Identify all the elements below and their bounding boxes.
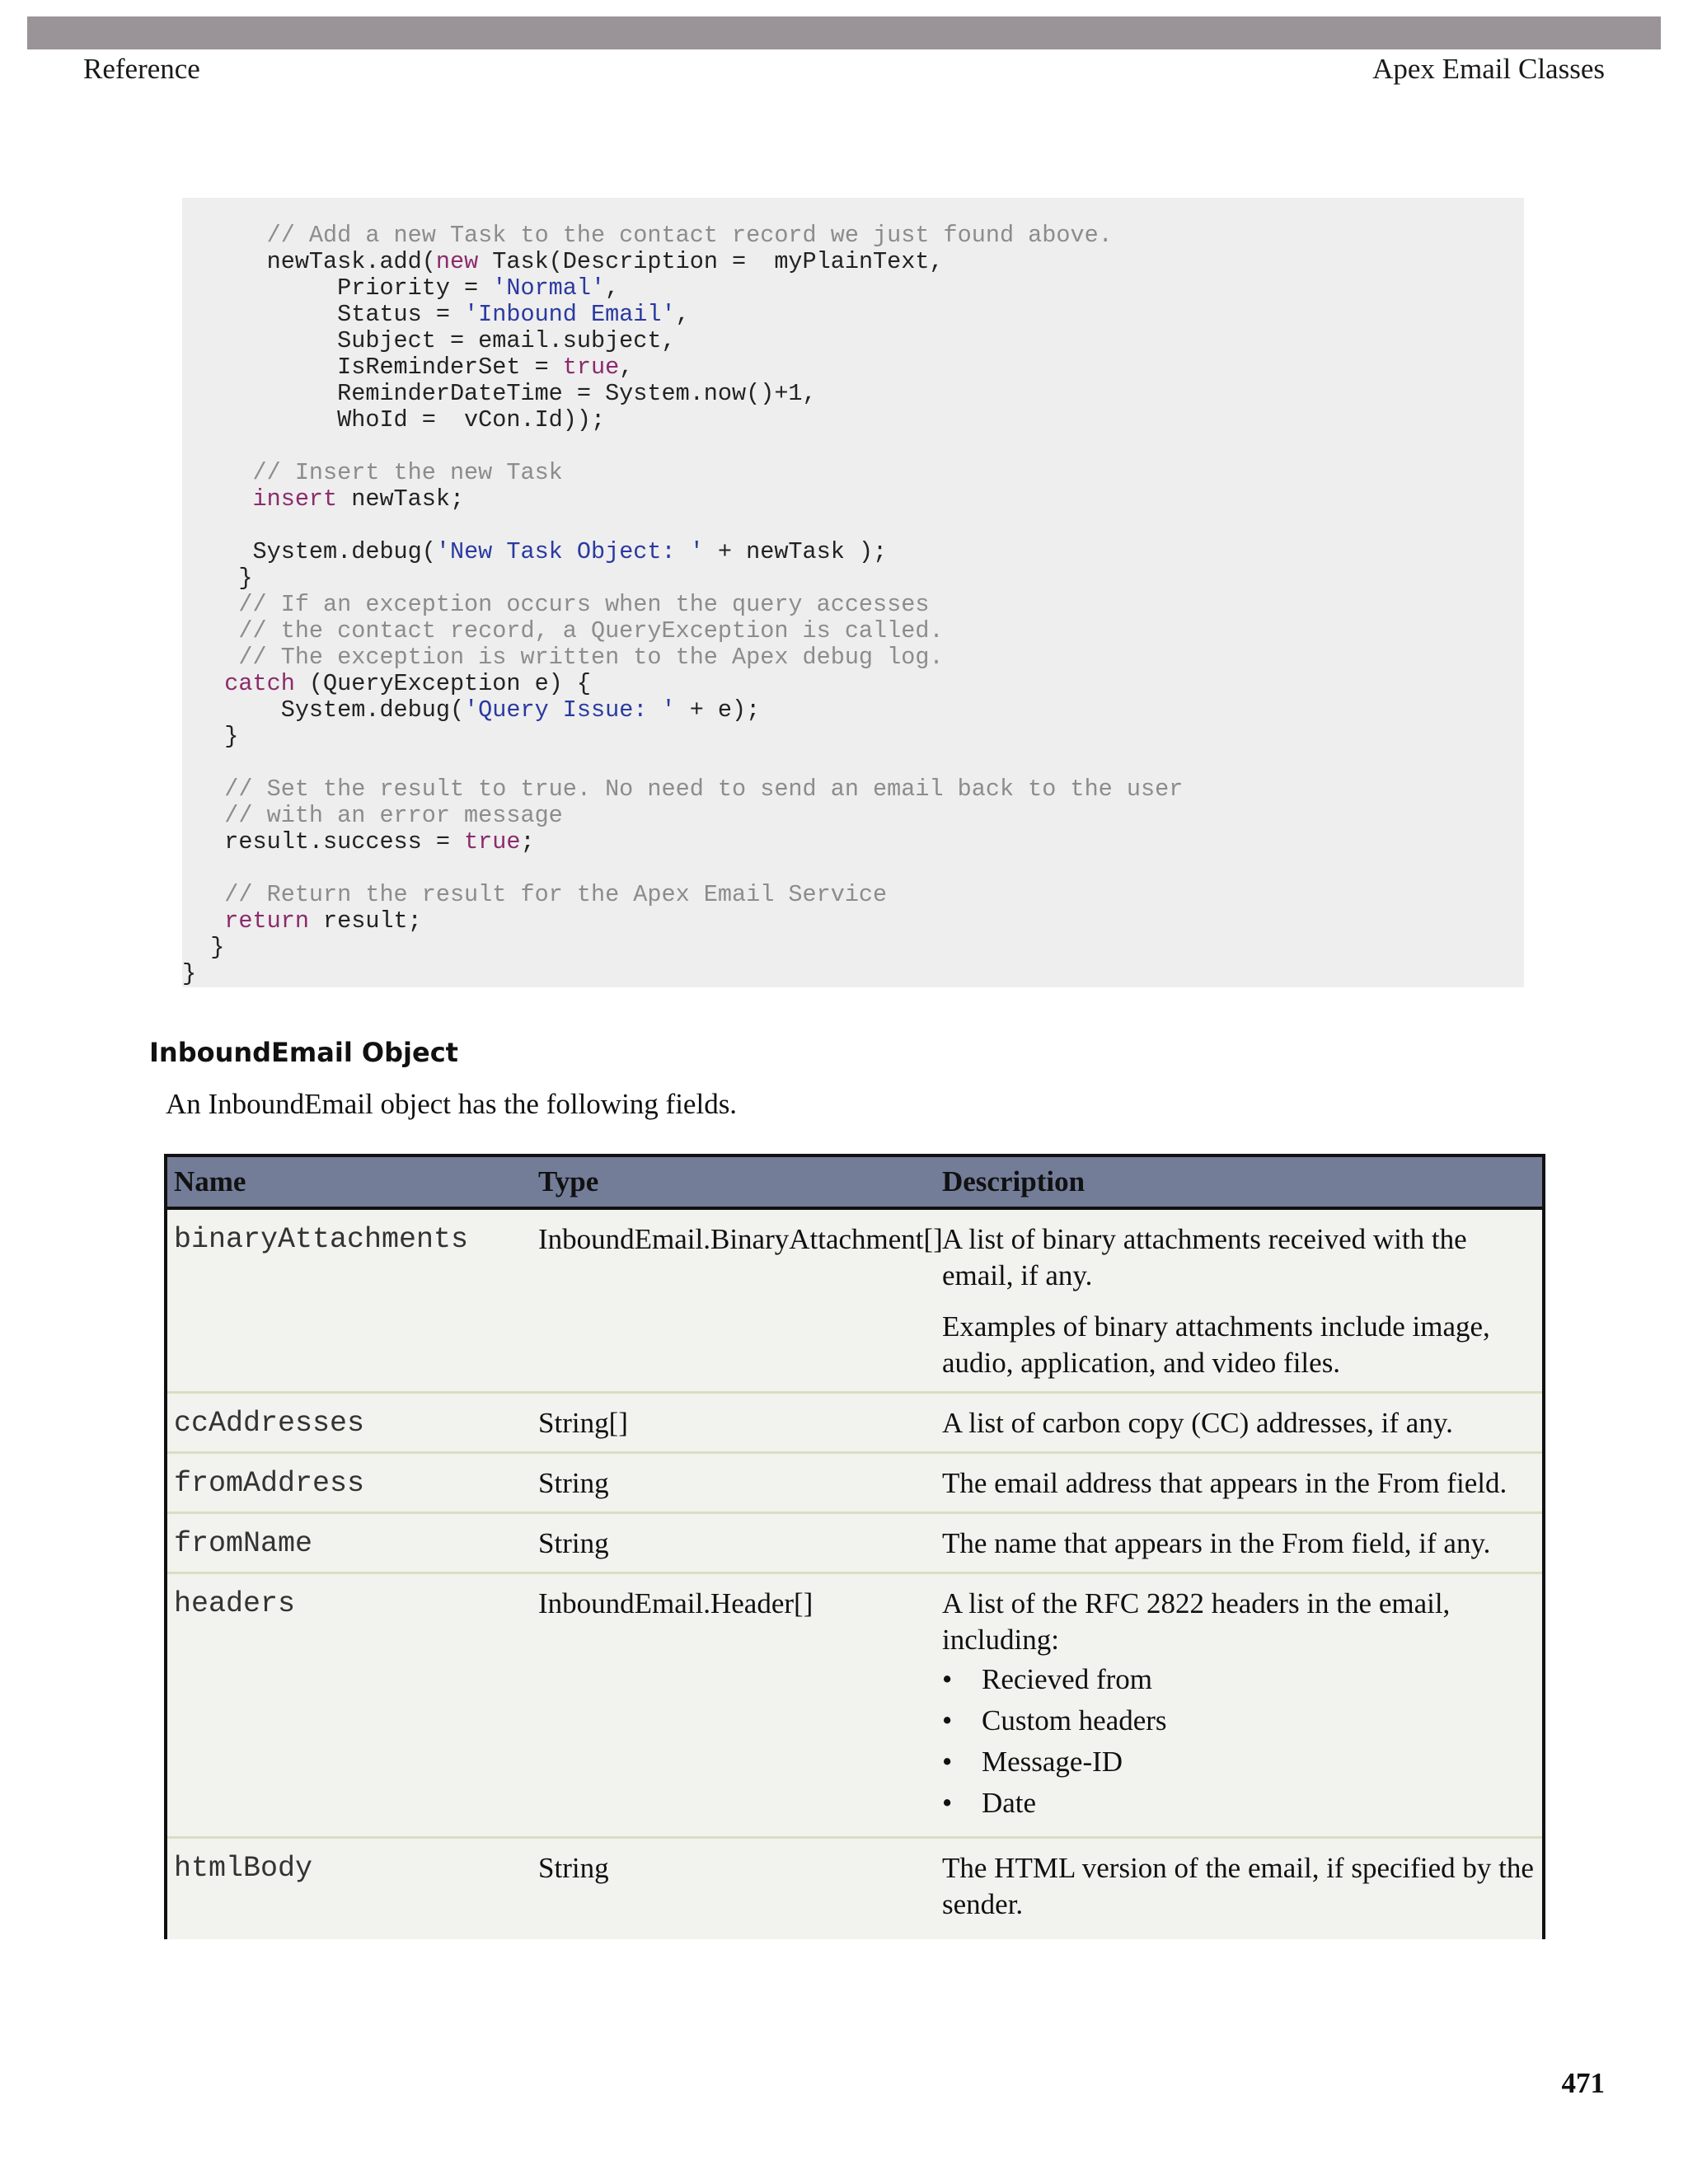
code-token: 'New Task Object: ' bbox=[435, 538, 704, 565]
description-paragraph: A list of the RFC 2822 headers in the email, including: bbox=[942, 1587, 1451, 1656]
code-token: , bbox=[619, 354, 634, 381]
code-token: // Set the result to true. No need to send an email back to the user bbox=[182, 776, 1184, 803]
code-token: Task(Description = myPlainText, bbox=[478, 248, 944, 275]
bullet-item: • Message-ID bbox=[942, 1744, 1536, 1780]
code-token: true bbox=[464, 828, 521, 855]
code-token: // Insert the new Task bbox=[182, 459, 563, 486]
table-row bbox=[166, 1838, 1544, 1940]
code-line bbox=[182, 407, 1524, 434]
code-token: // the contact record, a QueryException is called. bbox=[182, 617, 944, 644]
code-lines bbox=[182, 223, 1524, 987]
field-type: String bbox=[532, 1453, 935, 1513]
code-token: Subject = email.subject, bbox=[182, 327, 676, 354]
top-bar bbox=[27, 16, 1661, 49]
table-row bbox=[166, 1453, 1544, 1513]
code-line bbox=[182, 434, 1524, 460]
code-token: // with an error message bbox=[182, 802, 563, 829]
code-token: } bbox=[182, 565, 253, 592]
code-token: WhoId = vCon.Id)); bbox=[182, 406, 606, 434]
code-token: ; bbox=[520, 828, 535, 855]
page-number: 471 bbox=[1561, 2067, 1605, 2099]
description-paragraph: The email address that appears in the From field. bbox=[942, 1467, 1507, 1499]
code-line bbox=[182, 354, 1524, 381]
field-name: ccAddresses bbox=[166, 1393, 532, 1453]
field-name: binaryAttachments bbox=[166, 1208, 532, 1393]
code-token: return bbox=[182, 907, 309, 935]
code-token: , bbox=[675, 301, 690, 328]
code-line bbox=[182, 275, 1524, 302]
fields-table bbox=[164, 1154, 1545, 1939]
code-line bbox=[182, 671, 1524, 697]
description-paragraph: A list of binary attachments received with the email, if any. bbox=[942, 1223, 1467, 1291]
code-line bbox=[182, 803, 1524, 829]
field-type: String bbox=[532, 1838, 935, 1940]
table-row bbox=[166, 1573, 1544, 1838]
code-token: 'Normal' bbox=[492, 274, 606, 302]
header-bullet-list bbox=[942, 1661, 1536, 1821]
code-token: , bbox=[605, 274, 620, 302]
column-header-name: Name bbox=[166, 1155, 532, 1208]
table-header-row bbox=[166, 1155, 1544, 1208]
code-token: + e); bbox=[675, 696, 761, 724]
code-token: insert bbox=[182, 485, 338, 513]
field-name: fromAddress bbox=[166, 1453, 532, 1513]
code-line bbox=[182, 855, 1524, 882]
code-token: (QueryException e) { bbox=[294, 670, 591, 697]
code-token: + newTask ); bbox=[703, 538, 888, 565]
field-description bbox=[935, 1453, 1544, 1513]
code-line bbox=[182, 381, 1524, 407]
code-token: ReminderDateTime = System.now()+1, bbox=[182, 380, 817, 407]
code-line bbox=[182, 223, 1524, 249]
field-name: fromName bbox=[166, 1513, 532, 1573]
code-line bbox=[182, 486, 1524, 513]
bullet-item: • Date bbox=[942, 1785, 1536, 1821]
code-token: } bbox=[182, 723, 239, 750]
code-line bbox=[182, 644, 1524, 671]
code-line bbox=[182, 961, 1524, 987]
description-paragraph: Examples of binary attachments include image, audio, application, and video files. bbox=[942, 1310, 1490, 1379]
code-line bbox=[182, 697, 1524, 724]
code-token: Priority = bbox=[182, 274, 493, 302]
code-token: // Add a new Task to the contact record we just found above. bbox=[182, 222, 1113, 249]
code-token: } bbox=[182, 934, 225, 961]
field-description bbox=[935, 1393, 1544, 1453]
code-token: newTask.add( bbox=[182, 248, 436, 275]
field-type: String bbox=[532, 1513, 935, 1573]
bullet-item: • Recieved from bbox=[942, 1661, 1536, 1698]
section-title: InboundEmail Object bbox=[149, 1037, 458, 1068]
code-line bbox=[182, 724, 1524, 750]
code-token: IsReminderSet = bbox=[182, 354, 563, 381]
running-header-section: Reference bbox=[83, 53, 200, 85]
section-intro: An InboundEmail object has the following fields. bbox=[166, 1088, 738, 1120]
field-description bbox=[935, 1208, 1544, 1393]
description-paragraph: A list of carbon copy (CC) addresses, if any. bbox=[942, 1407, 1453, 1439]
code-token: } bbox=[182, 960, 197, 987]
code-token: result; bbox=[308, 907, 422, 935]
code-token: Status = bbox=[182, 301, 465, 328]
code-line bbox=[182, 302, 1524, 328]
field-name: headers bbox=[166, 1573, 532, 1838]
code-token: catch bbox=[182, 670, 295, 697]
field-type: String[] bbox=[532, 1393, 935, 1453]
code-line bbox=[182, 565, 1524, 592]
field-description bbox=[935, 1573, 1544, 1838]
code-token: System.debug( bbox=[182, 538, 436, 565]
code-token: true bbox=[562, 354, 620, 381]
code-line bbox=[182, 908, 1524, 935]
code-token: // The exception is written to the Apex debug log. bbox=[182, 644, 944, 671]
code-token: result.success = bbox=[182, 828, 465, 855]
code-token: // Return the result for the Apex Email Service bbox=[182, 881, 888, 908]
column-header-description: Description bbox=[935, 1155, 1544, 1208]
field-type: InboundEmail.Header[] bbox=[532, 1573, 935, 1838]
code-line bbox=[182, 539, 1524, 565]
table-row bbox=[166, 1393, 1544, 1453]
bullet-item: • Custom headers bbox=[942, 1703, 1536, 1739]
code-line bbox=[182, 618, 1524, 644]
code-line bbox=[182, 750, 1524, 776]
code-line bbox=[182, 328, 1524, 354]
table-row bbox=[166, 1513, 1544, 1573]
code-line bbox=[182, 513, 1524, 539]
code-line bbox=[182, 935, 1524, 961]
description-paragraph: The HTML version of the email, if specified by the sender. bbox=[942, 1852, 1534, 1920]
running-header-chapter: Apex Email Classes bbox=[1372, 53, 1605, 85]
field-name: htmlBody bbox=[166, 1838, 532, 1940]
code-line bbox=[182, 829, 1524, 855]
code-line bbox=[182, 460, 1524, 486]
field-type: InboundEmail.BinaryAttachment[] bbox=[532, 1208, 935, 1393]
code-token: new bbox=[435, 248, 479, 275]
field-description bbox=[935, 1838, 1544, 1940]
code-line bbox=[182, 776, 1524, 803]
code-token: 'Query Issue: ' bbox=[464, 696, 676, 724]
table-row bbox=[166, 1208, 1544, 1393]
code-token: System.debug( bbox=[182, 696, 465, 724]
code-line bbox=[182, 249, 1524, 275]
column-header-type: Type bbox=[532, 1155, 935, 1208]
code-token: // If an exception occurs when the query accesses bbox=[182, 591, 930, 618]
description-paragraph: The name that appears in the From field, if any. bbox=[942, 1527, 1491, 1559]
field-description bbox=[935, 1513, 1544, 1573]
code-block bbox=[182, 198, 1524, 987]
code-token: 'Inbound Email' bbox=[464, 301, 676, 328]
code-line bbox=[182, 592, 1524, 618]
code-line bbox=[182, 882, 1524, 908]
code-token: newTask; bbox=[337, 485, 465, 513]
